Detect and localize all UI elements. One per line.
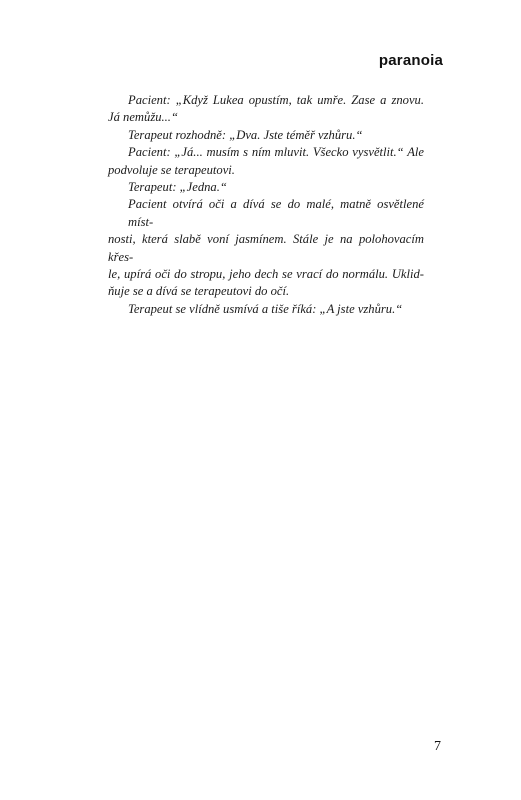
running-head-title: paranoia — [378, 52, 443, 69]
text-line: Pacient: „Já... musím s ním mluvit. Všecko vysvětlit.“ Ale — [128, 145, 424, 160]
body-text — [108, 92, 424, 318]
text-line: Terapeut se vlídně usmívá a tiše říká: „A jste vzhůru.“ — [128, 301, 403, 316]
paragraph-4 — [108, 179, 424, 196]
text-line: ňuje se a dívá se terapeutovi do očí. — [108, 284, 290, 299]
page-number: 7 — [434, 739, 441, 754]
text-line: Já nemůžu...“ — [108, 110, 178, 125]
paragraph-5 — [108, 196, 424, 300]
text-line: Pacient otvírá oči a dívá se do malé, matně osvětlené míst- — [128, 197, 424, 229]
text-line: le, upírá oči do stropu, jeho dech se vrací do normálu. Uklid- — [108, 267, 424, 282]
paragraph-1 — [108, 92, 424, 127]
text-line: nosti, která slabě voní jasmínem. Stále je na polohovacím křes- — [108, 232, 424, 264]
paragraph-6 — [108, 301, 424, 318]
text-line: Terapeut rozhodně: „Dva. Jste téměř vzhůru.“ — [128, 127, 363, 142]
paragraph-3 — [108, 144, 424, 179]
text-line: podvoluje se terapeutovi. — [108, 162, 235, 177]
paragraph-2 — [108, 127, 424, 144]
text-line: Pacient: „Když Lukea opustím, tak umře. Zase a znovu. — [128, 93, 424, 107]
text-line: Terapeut: „Jedna.“ — [128, 180, 227, 195]
